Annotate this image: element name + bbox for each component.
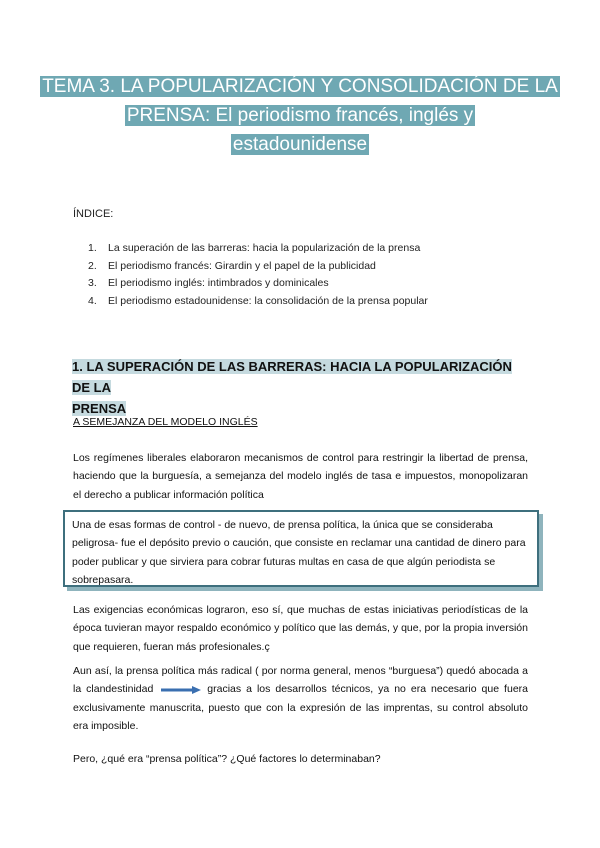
title-line-1: TEMA 3. LA POPULARIZACIÓN Y CONSOLIDACIÓN DE LA xyxy=(42,76,558,97)
document-title xyxy=(40,72,560,159)
list-item xyxy=(88,275,428,293)
right-arrow-icon xyxy=(161,685,201,695)
section-heading xyxy=(72,356,532,419)
list-item-text: El periodismo estadounidense: la consolidación de la prensa popular xyxy=(108,294,428,307)
section-heading-line-1: 1. LA SUPERACIÓN DE LAS BARRERAS: HACIA LA POPULARIZACIÓN DE LA xyxy=(72,359,512,395)
title-line-3: estadounidense xyxy=(232,134,368,155)
list-item-text: El periodismo francés: Girardin y el papel de la publicidad xyxy=(108,259,376,272)
list-item-text: La superación de las barreras: hacia la popularización de la prensa xyxy=(108,242,421,254)
index-label: ÍNDICE: xyxy=(73,208,114,220)
list-item-number: 3. xyxy=(88,277,97,289)
title-line-2: PRENSA: El periodismo francés, inglés y xyxy=(126,105,474,126)
list-item-text: El periodismo inglés: intimbrados y dominicales xyxy=(108,277,329,289)
paragraph-3-before-arrow: Aun así, la prensa política más radical ( por norma general, menos “burguesa”) quedó abocada a la clandestinidad xyxy=(73,665,528,696)
list-item xyxy=(88,258,428,276)
index-list xyxy=(88,240,428,310)
list-item-number: 2. xyxy=(88,259,97,272)
list-item-number: 4. xyxy=(88,294,97,307)
paragraph-4: Pero, ¿qué era “prensa política”? ¿Qué factores lo determinaban? xyxy=(73,753,381,765)
paragraph-2: Las exigencias económicas lograron, eso sí, que muchas de estas iniciativas periodísticas de la época tuvieran mayor respaldo económico y político que las demás, y que, por la propia inversión que requieren, fueran más profesionales.ç xyxy=(73,604,528,653)
paragraph-3-after-arrow: gracias a los desarrollos técnicos, ya no era necesario que fuera exclusivamente manuscrita, puesto que con la expresión de las imprentas, su control absoluto era imposible. xyxy=(73,683,528,732)
highlight-box: Una de esas formas de control - de nuevo, de prensa política, la única que se consideraba peligrosa- fue el depósito previo o caución, que consiste en reclamar una cantidad de dinero para poder publicar y que sirviera para cobrar futuras multas en casa de que algún periodista se sobrepasara. xyxy=(63,510,539,587)
paragraph-3 xyxy=(73,662,528,735)
section-heading-line-2: PRENSA xyxy=(72,401,127,416)
list-item xyxy=(88,293,428,311)
paragraph-1: Los regímenes liberales elaboraron mecanismos de control para restringir la libertad de prensa, haciendo que la burguesía, a semejanza del modelo inglés de tasa e impuestos, monopolizaran el derecho a publicar información política xyxy=(73,452,528,501)
subheading: A SEMEJANZA DEL MODELO INGLÉS xyxy=(73,416,258,428)
list-item-number: 1. xyxy=(88,242,97,254)
list-item xyxy=(88,240,428,258)
